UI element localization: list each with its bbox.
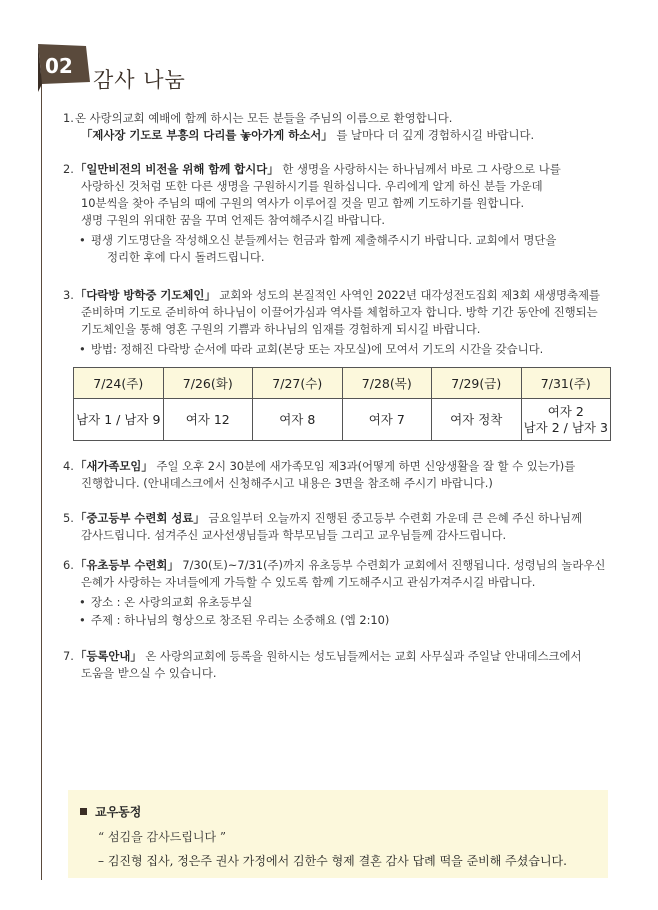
schedule-date-header: 7/24(주) xyxy=(74,368,164,399)
schedule-cell xyxy=(163,399,253,441)
bullet-text: 평생 기도명단을 작성해오신 분들께서는 헌금과 함께 제출해주시기 바랍니다. 교회에서 명단을 xyxy=(91,233,557,247)
item-text: 교회와 성도의 본질적인 사역인 2022년 대각성전도집회 제3회 새생명축제를 xyxy=(219,288,601,302)
schedule-cell-text: 여자 2 xyxy=(547,403,584,419)
announcement-line xyxy=(63,212,561,229)
announcement-line xyxy=(63,304,600,321)
item-number: 7. xyxy=(63,649,74,663)
announcement-line xyxy=(63,161,561,178)
item-text: 온 사랑의교회에 등록을 원하시는 성도님들께서는 교회 사무실과 주일날 안내데스크에서 xyxy=(145,649,582,663)
section-number-flag xyxy=(38,44,90,94)
announcement-line xyxy=(63,458,575,475)
item-text: 온 사랑의교회 예배에 함께 하시는 모든 분들을 주님의 이름으로 환영합니다. xyxy=(75,111,453,125)
schedule-date-header: 7/26(화) xyxy=(163,368,253,399)
item-number: 4. xyxy=(63,459,74,473)
section-title: 감사 나눔 xyxy=(93,68,186,92)
announcement-line xyxy=(63,287,600,304)
schedule-cell xyxy=(521,399,611,441)
announcement-line xyxy=(63,178,561,195)
item-text: 를 날마다 더 깊게 경험하시길 바랍니다. xyxy=(336,128,535,142)
member-news-line: – 김진형 집사, 정은주 권사 가정에서 김한수 형제 결혼 감사 답례 떡을 준비해 주셨습니다. xyxy=(98,854,567,868)
prayer-chain-schedule-table xyxy=(73,367,611,441)
announcement-item xyxy=(63,161,561,266)
schedule-cell xyxy=(432,399,522,441)
item-heading: 「등록안내」 xyxy=(75,649,142,663)
announcement-line xyxy=(63,527,582,544)
margin-line xyxy=(41,60,42,880)
item-heading: 「유초등부 수련회」 xyxy=(75,558,179,572)
announcement-line xyxy=(63,665,582,682)
announcement-line xyxy=(63,648,582,665)
item-heading: 「새가족모임」 xyxy=(75,459,153,473)
bullet-text: 방법: 정해진 다락방 순서에 따라 교회(본당 또는 자모실)에 모여서 기도의 시간을 갖습니다. xyxy=(91,342,544,356)
square-bullet-icon xyxy=(80,808,87,815)
schedule-date-header: 7/31(주) xyxy=(521,368,611,399)
bullet-point xyxy=(63,341,600,358)
announcement-item xyxy=(63,287,600,358)
schedule-cell-text: 여자 12 xyxy=(185,411,230,427)
item-heading: 「제사장 기도로 부흥의 다리를 놓아가게 하소서」 xyxy=(81,128,333,142)
item-text: 감사드립니다. 섬겨주신 교사선생님들과 학부모님들 그리고 교우님들께 감사드립니다. xyxy=(81,528,507,542)
schedule-cell xyxy=(342,399,432,441)
section-number: 02 xyxy=(45,54,73,78)
schedule-date-header: 7/28(목) xyxy=(342,368,432,399)
announcement-line xyxy=(63,195,561,212)
schedule-date-header: 7/29(금) xyxy=(432,368,522,399)
item-number: 3. xyxy=(63,288,74,302)
bullet-dot-icon: • xyxy=(79,233,86,247)
item-text: 7/30(토)~7/31(주)까지 유초등부 수련회가 교회에서 진행됩니다. 성령님의 놀라우신 xyxy=(182,558,606,572)
item-text: 도움을 받으실 수 있습니다. xyxy=(81,666,217,680)
bullet-text: 장소 : 온 사랑의교회 유초등부실 xyxy=(91,595,253,609)
schedule-cell-text: 남자 1 / 남자 9 xyxy=(76,411,161,427)
schedule-cell-text: 남자 2 / 남자 3 xyxy=(523,419,608,435)
item-number: 6. xyxy=(63,558,74,572)
schedule-date-header: 7/27(수) xyxy=(253,368,343,399)
bullet-text: 주제 : 하나님의 형상으로 창조된 우리는 소중해요 (엡 2:10) xyxy=(91,613,390,627)
schedule-cell xyxy=(253,399,343,441)
bullet-dot-icon: • xyxy=(79,595,86,609)
announcement-line xyxy=(63,557,605,574)
item-text: 준비하며 기도로 준비하여 하나님이 이끌어가심과 역사를 체험하고자 합니다. 방학 기간 동안에 진행되는 xyxy=(81,305,598,319)
announcement-line xyxy=(63,110,534,127)
member-news-heading xyxy=(80,803,141,820)
item-heading: 「일만비전의 비전을 위해 함께 합시다」 xyxy=(75,162,279,176)
announcement-item xyxy=(63,510,582,544)
schedule-cell-text: 여자 정착 xyxy=(450,411,503,427)
item-heading: 「다락방 방학중 기도체인」 xyxy=(75,288,216,302)
schedule-cell-text: 여자 7 xyxy=(368,411,405,427)
announcement-line xyxy=(63,574,605,591)
schedule-cell-text: 여자 8 xyxy=(279,411,316,427)
item-text: 기도체인을 통해 영혼 구원의 기쁨과 하나님의 임재를 경험하게 되시길 바랍니다. xyxy=(81,322,481,336)
member-news-quote: “ 섬김을 감사드립니다 ” xyxy=(98,830,227,844)
member-news-box xyxy=(68,790,608,878)
item-text: 10분씩을 찾아 주님의 때에 구원의 역사가 이루어질 것을 믿고 함께 기도하기를 원합니다. xyxy=(81,196,525,210)
item-number: 2. xyxy=(63,162,74,176)
item-text: 한 생명을 사랑하시는 하나님께서 바로 그 사랑으로 나를 xyxy=(282,162,561,176)
bullet-point xyxy=(63,612,605,629)
schedule-cell xyxy=(74,399,164,441)
item-text: 생명 구원의 위대한 꿈을 꾸며 언제든 참여해주시길 바랍니다. xyxy=(81,213,386,227)
item-number: 1. xyxy=(63,111,74,125)
bullet-point xyxy=(63,594,605,611)
announcement-line xyxy=(63,475,575,492)
bullet-text: 정리한 후에 다시 돌려드립니다. xyxy=(107,250,265,264)
announcement-item xyxy=(63,557,605,629)
member-news-heading-text: 교우동정 xyxy=(95,805,142,819)
bullet-dot-icon: • xyxy=(79,342,86,356)
bullet-point xyxy=(63,232,561,266)
item-text: 은혜가 사랑하는 자녀들에게 가득할 수 있도록 함께 기도해주시고 관심가져주시길 바랍니다. xyxy=(81,575,536,589)
announcement-line xyxy=(63,321,600,338)
bullet-dot-icon: • xyxy=(79,613,86,627)
item-text: 진행합니다. (안내데스크에서 신청해주시고 내용은 3면을 참조해 주시기 바랍니다.) xyxy=(81,476,493,490)
item-text: 사랑하신 것처럼 또한 다른 생명을 구원하시기를 원하십니다. 우리에게 알게 하신 분들 가운데 xyxy=(81,179,543,193)
item-text: 금요일부터 오늘까지 진행된 중고등부 수련회 가운데 큰 은혜 주신 하나님께 xyxy=(208,511,583,525)
item-text: 주일 오후 2시 30분에 새가족모임 제3과(어떻게 하면 신앙생활을 잘 할 수 있는가)를 xyxy=(156,459,576,473)
announcement-line xyxy=(63,127,534,144)
announcement-item xyxy=(63,110,534,144)
item-heading: 「중고등부 수련회 성료」 xyxy=(75,511,205,525)
item-number: 5. xyxy=(63,511,74,525)
announcement-item xyxy=(63,648,582,682)
announcement-line xyxy=(63,510,582,527)
announcement-item xyxy=(63,458,575,492)
